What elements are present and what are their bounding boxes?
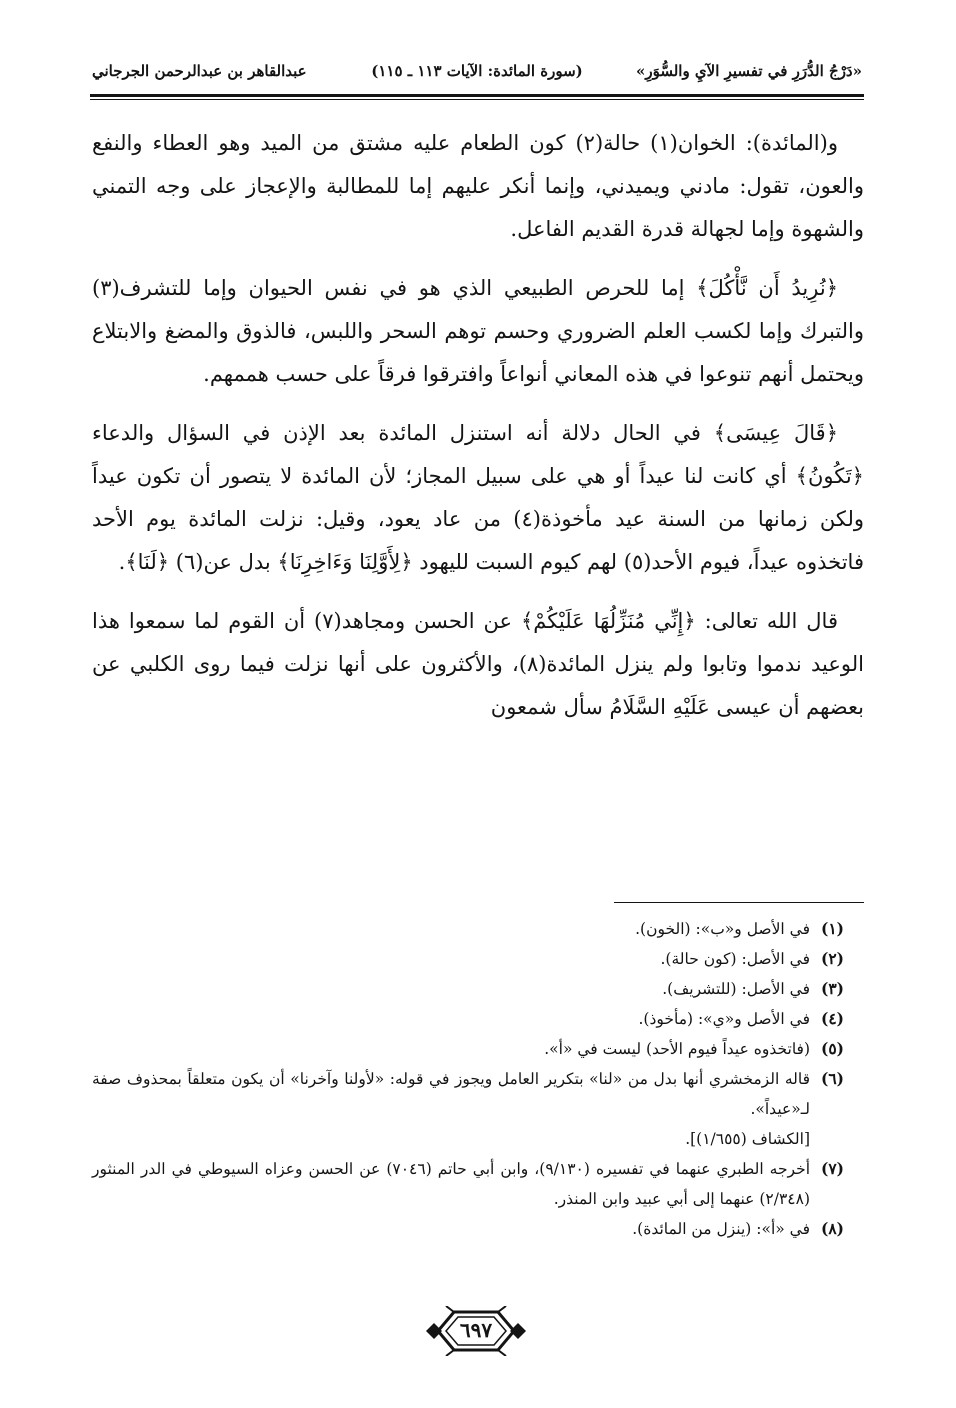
footnote	[92, 1214, 844, 1244]
running-header	[92, 56, 862, 86]
paragraph: ﴿نُرِيدُ أَن نَّأْكُلَ﴾ إما للحرص الطبيعي الذي هو في نفس الحيوان وإما للتشرف(٣) والتبرك وإما لكسب العلم الضروري وحسم توهم السحر واللبس، فالذوق والمضغ والابتلاع ويحتمل أنهم تنوعوا في هذه المعاني أنواعاً وافترقوا فرقاً على حسب هممهم.	[92, 276, 864, 386]
paragraph: ﴿قَالَ عِيسَى﴾ في الحال دلالة أنه استنزل المائدة بعد الإذن في السؤال والدعاء ﴿تَكُونُ﴾ أي كانت لنا عيداً أو هي على سبيل المجاز؛ لأن المائدة لا يتصور أن تكون عيداً ولكن زمانها من السنة عيد مأخوذة(٤) من عاد يعود، وقيل: نزلت المائدة يوم الأحد فاتخذوه عيداً، فيوم الأحد(٥) لهم كيوم السبت لليهود ﴿لِأَوَّلِنَا وَءَاخِرِنَا﴾ بدل عن(٦) ﴿لَنَا﴾.	[92, 421, 865, 574]
footnote-number: (٤)	[820, 1009, 844, 1028]
footnote	[92, 914, 844, 944]
header-rule-thin	[90, 99, 864, 100]
header-rule	[90, 94, 864, 97]
paragraph: و(المائدة): الخوان(١) حالة(٢) كون الطعام عليه مشتق من الميد وهو العطاء والنفع والعون، تقول: مادني ويميدني، وإنما أنكر عليهم إما للمطالبة والإعجاز على وجه التمني والشهوة وإما لجهالة قدرة القديم الفاعل.	[92, 131, 864, 241]
footnote	[92, 1064, 844, 1124]
main-text	[92, 122, 864, 745]
header-author: عبدالقاهر بن عبدالرحمن الجرجاني	[92, 62, 307, 80]
footnote-text: في الأصل و«ب»: (الخون).	[635, 920, 810, 938]
footnote-text: في الأصل: (للتشريف).	[662, 980, 810, 998]
footnote	[92, 1004, 844, 1034]
paragraph: قال الله تعالى: ﴿إِنِّي مُنَزِّلُهَا عَلَيْكُمْ﴾ عن الحسن ومجاهد(٧) أن القوم لما سمعوا هذا الوعيد ندموا وتابوا ولم ينزل المائدة(٨)، والأكثرون على أنها نزلت فيما روى الكلبي عن بعضهم أن عيسى عَلَيْهِ السَّلَامُ سأل شمعون	[92, 609, 865, 719]
footnote-number: (٧)	[820, 1159, 844, 1178]
footnote-number: (٢)	[820, 949, 844, 968]
footnotes	[92, 914, 844, 1244]
footnote-text: (فاتخذوه عيداً فيوم الأحد) ليست في «أ».	[544, 1040, 810, 1058]
footnote-reference: [الكشاف (١/٦٥٥)].	[685, 1130, 810, 1148]
footnote-number: (٥)	[820, 1039, 844, 1058]
footnote-number: (٦)	[820, 1069, 844, 1088]
footnote-text: في الأصل: (كون حالة).	[660, 950, 810, 968]
footnote	[92, 944, 844, 974]
footnote-text: أخرجه الطبري عنهما في تفسيره (٩/١٣٠)، وابن أبي حاتم (٧٠٤٦) عن الحسن وعزاه السيوطي في الدر المنثور (٢/٣٤٨) عنهما إلى أبي عبيد وابن المنذر.	[92, 1160, 811, 1208]
header-surah-range: (سورة المائدة: الآيات ١١٣ ـ ١١٥)	[371, 62, 583, 80]
footnote-number: (١)	[820, 919, 844, 938]
footnote	[92, 1154, 844, 1214]
footnote-text: في «أ»: (ينزل من المائدة).	[632, 1220, 810, 1238]
page-number-ornament	[424, 1306, 528, 1356]
footnote	[92, 974, 844, 1004]
header-book-title: «دَرْجُ الدُّرَرِ في تفسيرِ الآيِ والسُّوَرِ»	[635, 62, 862, 80]
footnote-separator	[614, 902, 864, 903]
footnote	[92, 1034, 844, 1064]
page-number: ٦٩٧	[459, 1318, 493, 1342]
footnote-number: (٨)	[820, 1219, 844, 1238]
footnote-text: في الأصل و«ي»: (مأخوذ).	[638, 1010, 810, 1028]
footnote-number: (٣)	[820, 979, 844, 998]
footnote-text: قاله الزمخشري أنها بدل من «لنا» بتكرير العامل ويجوز في قوله: «لأولنا وآخرنا» أن يكون متعلقاً بمحذوف صفة لـ«عيداً».	[92, 1070, 810, 1118]
